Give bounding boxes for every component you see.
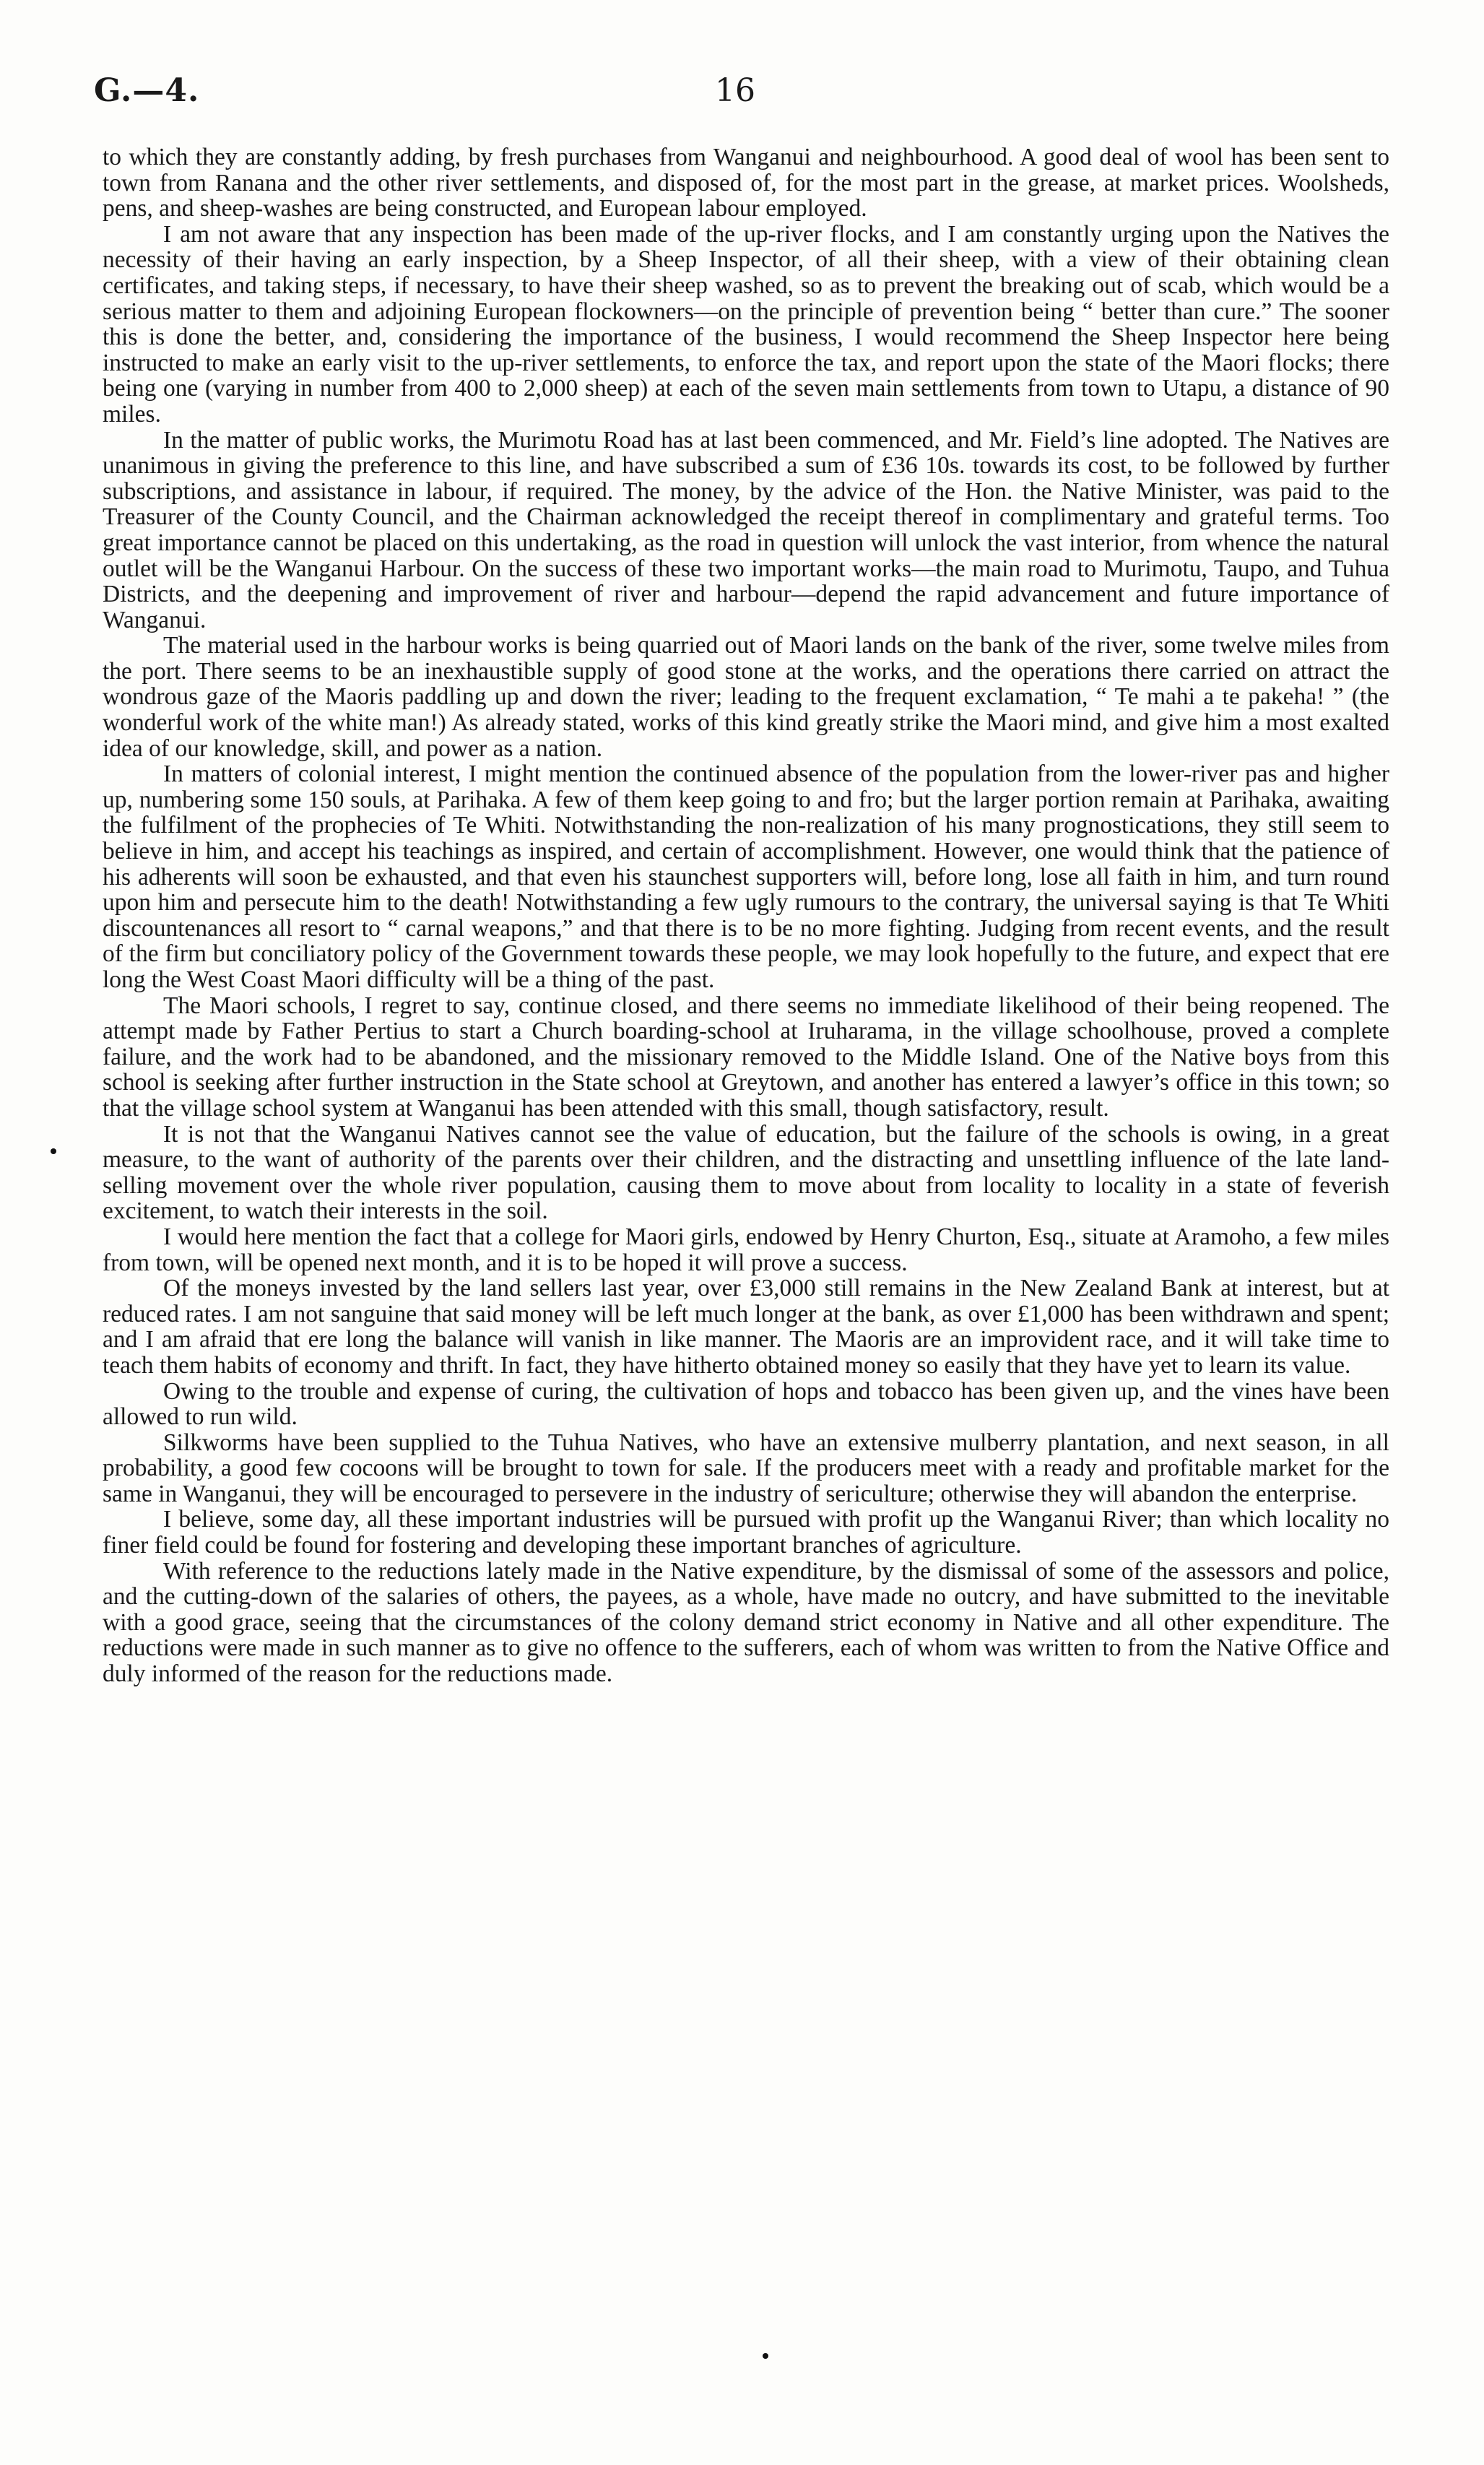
paragraph-industries: I believe, some day, all these important industries will be pursued with profit up the Wanganui River; than which locality no finer field could be found for fostering and developing these important branches of agriculture. (103, 1506, 1389, 1559)
paragraph-college: I would here mention the fact that a college for Maori girls, endowed by Henry Churton, Esq., situate at Aramoho, a few miles from town, will be opened next month, and it is to be hoped it will prove a success. (103, 1223, 1389, 1276)
report-body (103, 144, 1389, 1687)
paragraph-maori-schools: The Maori schools, I regret to say, continue closed, and there seems no immediate likelihood of their being reopened. The attempt made by Father Pertius to start a Church boarding-school at Iruharama, in the village schoolhouse, proved a complete failure, and the work had to be abandoned, and the missionary removed to the Middle Island. One of the Native boys from this school is seeking after further instruction in the State school at Greytown, and another has entered a lawyer’s office in this town; so that the village school system at Wanganui has been attended with this small, though satisfactory, result. (103, 992, 1389, 1122)
margin-mark (51, 1148, 56, 1154)
page-header (94, 72, 1390, 116)
paragraph-harbour-works: The material used in the harbour works is being quarried out of Maori lands on the bank of the river, some twelve miles from the port. There seems to be an inexhaustible supply of good stone at the works, and the operations there carried on attract the wondrous gaze of the Maoris paddling up and down the river; leading to the frequent exclamation, “ Te mahi a te pakeha! ” (the wonderful work of the white man!) As already stated, works of this kind greatly strike the Maori mind, and give him a most exalted idea of our knowledge, skill, and power as a nation. (103, 632, 1389, 762)
paragraph-moneys-invested: Of the moneys invested by the land sellers last year, over £3,000 still remains in the New Zealand Bank at interest, but at reduced rates. I am not sanguine that said money will be left much longer at the bank, as over £1,000 has been withdrawn and spent; and I am afraid that ere long the balance will vanish in like manner. The Maoris are an improvident race, and it will take time to teach them habits of economy and thrift. In fact, they have hitherto obtained money so easily that they have yet to learn its value. (103, 1275, 1389, 1379)
footer-mark (763, 2353, 768, 2359)
paragraph-public-works: In the matter of public works, the Murimotu Road has at last been commenced, and Mr. Field’s line adopted. The Natives are unanimous in giving the preference to this line, and have subscribed a sum of £36 10s. towards its cost, to be followed by further subscriptions, and assistance in labour, if required. The money, by the advice of the Hon. the Native Minister, was paid to the Treasurer of the County Council, and the Chairman acknowledged the receipt thereof in complimentary and grateful terms. Too great importance cannot be placed on this undertaking, as the road in question will unlock the vast interior, from whence the natural outlet will be the Wanganui Harbour. On the success of these two important works—the main road to Murimotu, Taupo, and Tuhua Districts, and the deepening and improvement of river and harbour—depend the rapid advancement and future importance of Wanganui. (103, 426, 1389, 633)
document-reference: G.—4. (94, 72, 200, 109)
paragraph-continuation: to which they are constantly adding, by fresh purchases from Wanganui and neighbourhood. A good deal of wool has been sent to town from Ranana and the other river settlements, and disposed of, for the most part in the grease, at market prices. Woolsheds, pens, and sheep-washes are being constructed, and European labour employed. (103, 144, 1389, 222)
page-number: 16 (715, 72, 755, 109)
paragraph-sheep-inspection: I am not aware that any inspection has been made of the up-river flocks, and I am constantly urging upon the Natives the necessity of their having an early inspection, by a Sheep Inspector, of all their sheep, with a view of their obtaining clean certificates, and taking steps, if necessary, to have their sheep washed, so as to prevent the breaking out of scab, which would be a serious matter to them and adjoining European flockowners—on the principle of prevention being “ better than cure.” The sooner this is done the better, and, considering the importance of the business, I would recommend the Sheep Inspector here being instructed to make an early visit to the up-river settlements, to enforce the tax, and report upon the state of the Maori flocks; there being one (varying in number from 400 to 2,000 sheep) at each of the seven main settlements from town to Utapu, a distance of 90 miles. (103, 220, 1389, 428)
paragraph-colonial-interest: In matters of colonial interest, I might mention the continued absence of the population from the lower-river pas and higher up, numbering some 150 souls, at Parihaka. A few of them keep going to and fro; but the larger portion remain at Parihaka, awaiting the fulfilment of the prophecies of Te Whiti. Notwithstanding the non-realization of his many prognostications, they still seem to believe in him, and accept his teachings as inspired, and certain of accomplishment. However, one would think that the patience of his adherents will soon be exhausted, and that even his staunchest supporters will, before long, lose all faith in him, and turn round upon him and persecute him to the death! Notwithstanding a few ugly rumours to the contrary, the universal saying is that Te Whiti discountenances all resort to “ carnal weapons,” and that there is to be no more fighting. Judging from recent events, and the result of the firm but conciliatory policy of the Government towards these people, we may look hopefully to the future, and expect that ere long the West Coast Maori difficulty will be a thing of the past. (103, 761, 1389, 993)
paragraph-silkworms: Silkworms have been supplied to the Tuhua Natives, who have an extensive mulberry plantation, and next season, in all probability, a good few cocoons will be brought to town for sale. If the producers meet with a ready and profitable market for the same in Wanganui, they will be encouraged to persevere in the industry of sericulture; otherwise they will abandon the enterprise. (103, 1429, 1389, 1507)
paragraph-reductions: With reference to the reductions lately made in the Native expenditure, by the dismissal of some of the assessors and police, and the cutting-down of the salaries of others, the payees, as a whole, have made no outcry, and have submitted to the inevitable with a good grace, seeing that the circumstances of the colony demand strict economy in Native and all other expenditure. The reductions were made in such manner as to give no offence to the sufferers, each of whom was written to from the Native Office and duly informed of the reason for the reductions made. (103, 1557, 1389, 1688)
paragraph-education: It is not that the Wanganui Natives cannot see the value of education, but the failure of the schools is owing, in a great measure, to the want of authority of the parents over their children, and the distracting and unsettling influence of the late land-selling movement over the whole river population, causing them to move about from locality to locality in a state of feverish excitement, to watch their interests in the soil. (103, 1120, 1389, 1225)
paragraph-hops-tobacco: Owing to the trouble and expense of curing, the cultivation of hops and tobacco has been given up, and the vines have been allowed to run wild. (103, 1377, 1389, 1431)
